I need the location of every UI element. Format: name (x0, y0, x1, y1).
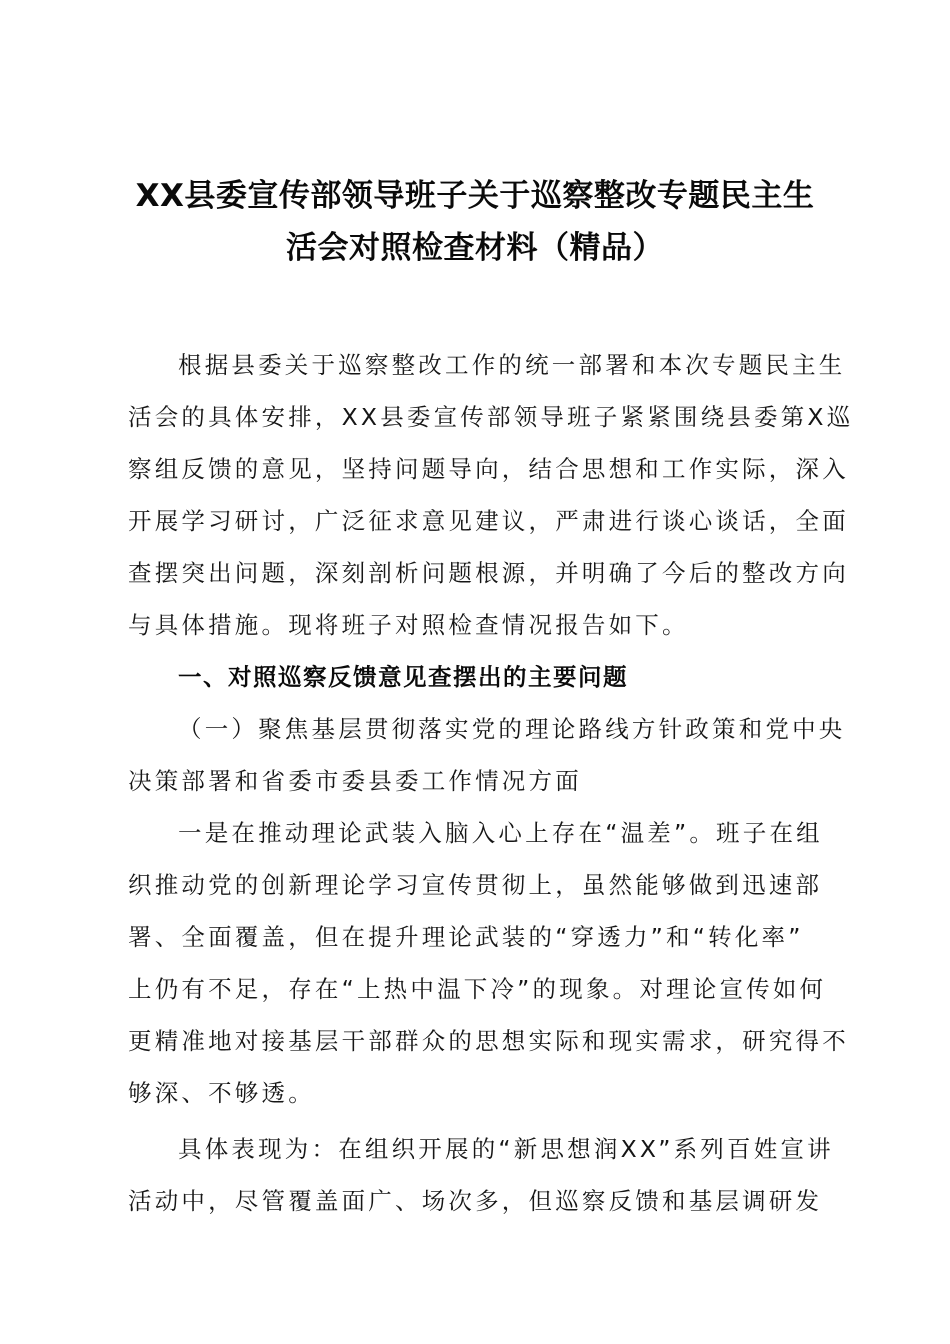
intro-paragraph-line: 开展学习研讨，广泛征求意见建议，严肃进行谈心谈话，全面 (128, 507, 849, 535)
intro-paragraph-line: 根据县委关于巡察整改工作的统一部署和本次专题民主生 (178, 351, 846, 379)
intro-paragraph-line: 察组反馈的意见，坚持问题导向，结合思想和工作实际，深入 (128, 455, 849, 483)
intro-paragraph-line: 活会的具体安排，XX县委宣传部领导班子紧紧围绕县委第X巡 (128, 403, 854, 431)
intro-paragraph-line: 与具体措施。现将班子对照检查情况报告如下。 (128, 611, 689, 639)
body-paragraph-line: 具体表现为：在组织开展的“新思想润XX”系列百姓宣讲 (178, 1135, 834, 1163)
intro-paragraph-line: 查摆突出问题，深刻剖析问题根源，并明确了今后的整改方向 (128, 559, 849, 587)
document-title-line-2: 活会对照检查材料（精品） (286, 230, 664, 266)
section-heading: 一、对照巡察反馈意见查摆出的主要问题 (178, 663, 628, 691)
body-paragraph-line: 够深、不够透。 (128, 1079, 315, 1107)
body-paragraph-line: 活动中，尽管覆盖面广、场次多，但巡察反馈和基层调研发 (128, 1187, 823, 1215)
body-paragraph-line: 上仍有不足，存在“上热中温下冷”的现象。对理论宣传如何 (128, 975, 827, 1003)
body-paragraph-line: 一是在推动理论武装入脑入心上存在“温差”。班子在组 (178, 819, 823, 847)
document-title-line-1: XX县委宣传部领导班子关于巡察整改专题民主生 (135, 178, 815, 214)
body-paragraph-line: 署、全面覆盖，但在提升理论武装的“穿透力”和“转化率” (128, 923, 804, 951)
subsection-heading: （一）聚焦基层贯彻落实党的理论路线方针政策和党中央 (178, 715, 846, 743)
subsection-heading: 决策部署和省委市委县委工作情况方面 (128, 767, 582, 795)
body-paragraph-line: 更精准地对接基层干部群众的思想实际和现实需求，研究得不 (128, 1027, 849, 1055)
body-paragraph-line: 织推动党的创新理论学习宣传贯彻上，虽然能够做到迅速部 (128, 871, 823, 899)
